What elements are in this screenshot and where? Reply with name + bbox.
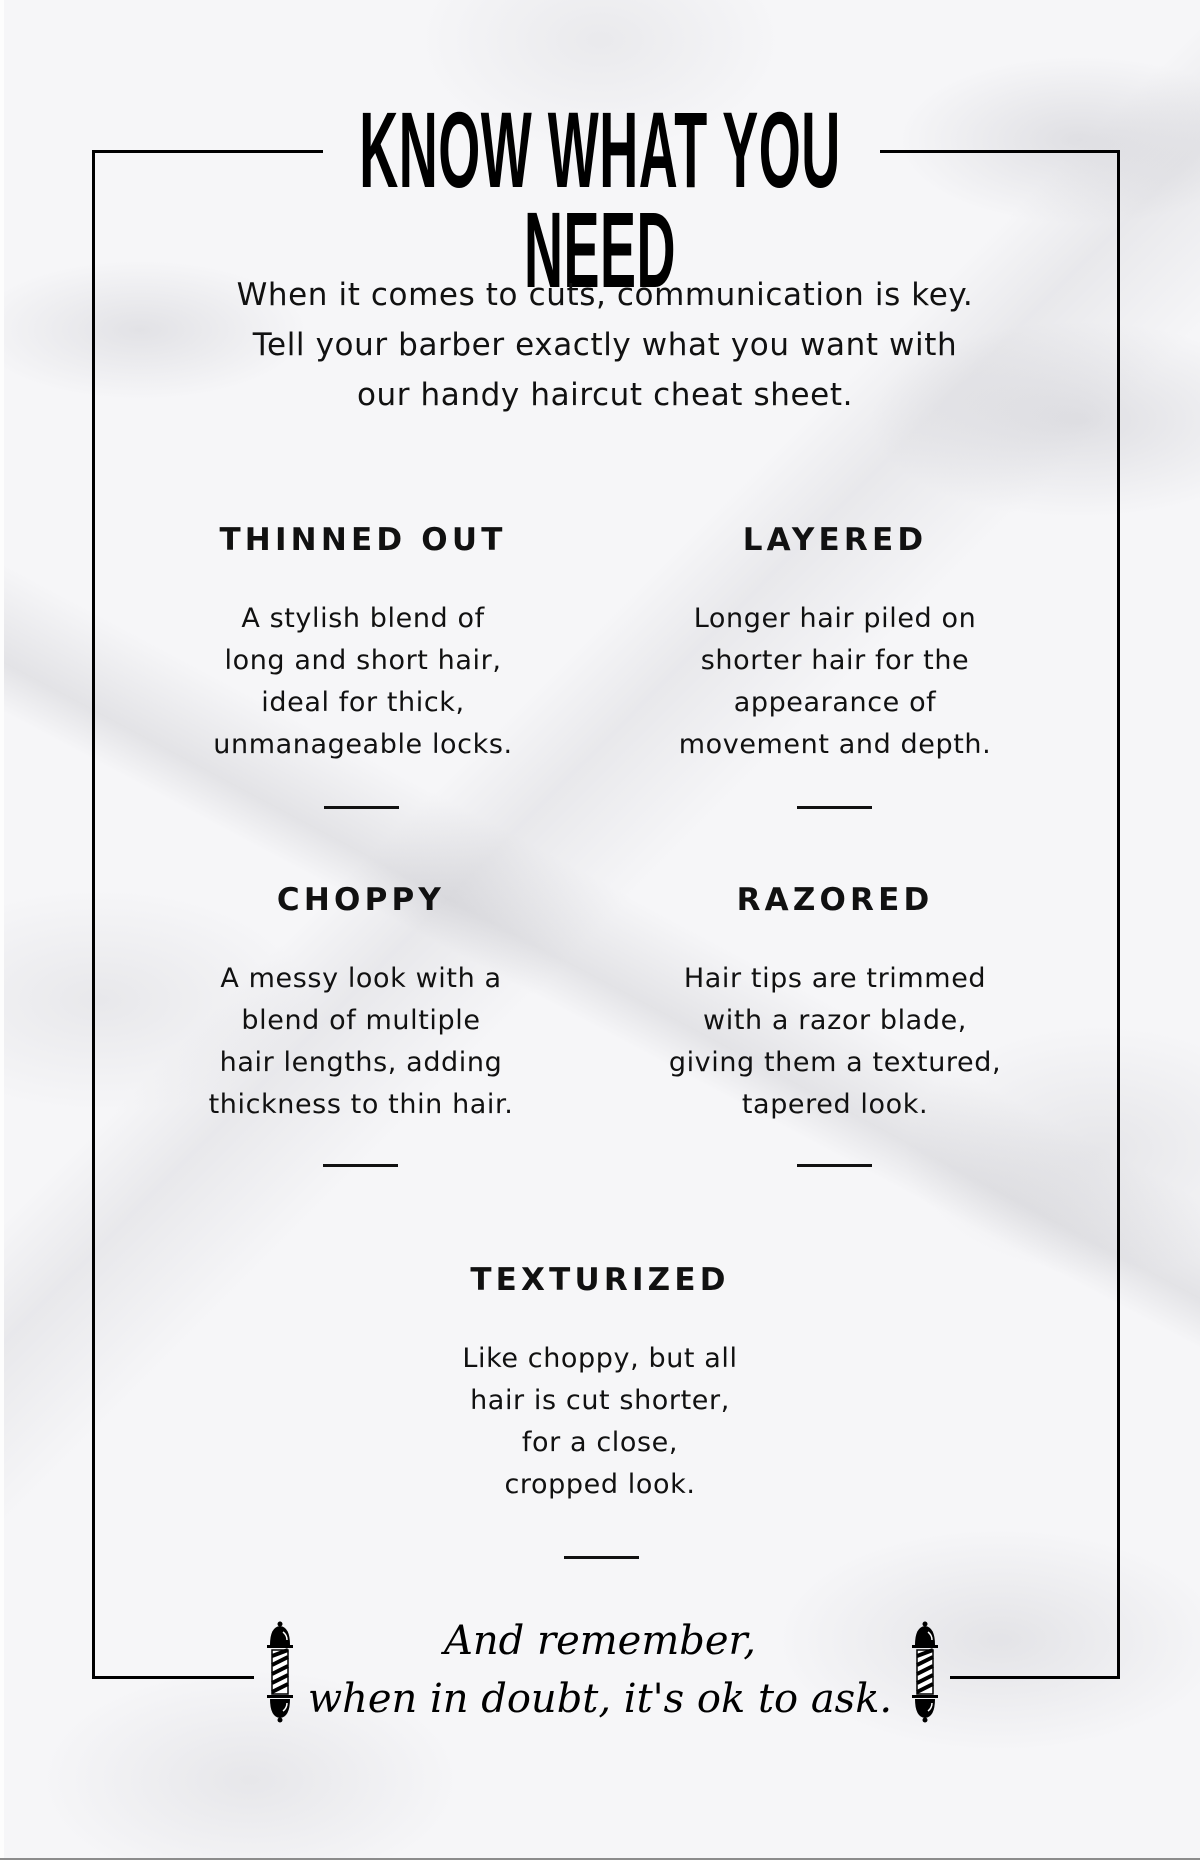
description-line: shorter hair for the	[700, 645, 970, 676]
closing-line: when in doubt, it's ok to ask.	[307, 1676, 893, 1722]
description-line: cropped look.	[504, 1469, 696, 1500]
intro-paragraph	[150, 270, 1060, 420]
page-title-text: KNOW WHAT YOU NEED	[359, 89, 841, 310]
section-description	[380, 1338, 820, 1506]
section-razored	[615, 880, 1055, 1126]
section-heading: LAYERED	[742, 522, 928, 558]
description-line: thickness to thin hair.	[208, 1089, 514, 1120]
section-description	[143, 598, 583, 766]
section-choppy	[141, 880, 581, 1126]
description-line: long and short hair,	[224, 645, 502, 676]
section-description	[615, 598, 1055, 766]
section-layered	[615, 520, 1055, 766]
section-description	[615, 958, 1055, 1126]
description-line: ideal for thick,	[261, 687, 465, 718]
description-line: appearance of	[733, 687, 937, 718]
description-line: Longer hair piled on	[693, 603, 977, 634]
description-line: A messy look with a	[220, 963, 502, 994]
barber-pole-icon	[265, 1621, 295, 1723]
section-divider	[564, 1556, 639, 1559]
description-line: with a razor blade,	[703, 1005, 967, 1036]
description-line: Hair tips are trimmed	[683, 963, 987, 994]
description-line: movement and depth.	[678, 729, 992, 760]
description-line: Like choppy, but all	[462, 1343, 738, 1374]
description-line: for a close,	[521, 1427, 679, 1458]
left-edge-strip	[0, 0, 4, 1860]
description-line: hair is cut shorter,	[470, 1385, 730, 1416]
description-line: giving them a textured,	[668, 1047, 1002, 1078]
section-texturized	[380, 1260, 820, 1506]
section-divider	[324, 806, 399, 809]
section-heading: CHOPPY	[276, 882, 446, 918]
closing-line: And remember,	[443, 1618, 756, 1664]
section-heading: RAZORED	[736, 882, 934, 918]
frame-bottom-right-line	[950, 1676, 1120, 1679]
intro-line: Tell your barber exactly what you want with	[252, 327, 958, 363]
barber-pole-icon	[910, 1621, 940, 1723]
section-heading: TEXTURIZED	[470, 1262, 730, 1298]
section-thinned-out	[143, 520, 583, 766]
description-line: A stylish blend of	[241, 603, 485, 634]
frame-right-line	[1117, 150, 1120, 1679]
section-divider	[797, 806, 872, 809]
description-line: unmanageable locks.	[213, 729, 513, 760]
section-description	[141, 958, 581, 1126]
closing-message	[300, 1612, 900, 1728]
description-line: blend of multiple	[241, 1005, 481, 1036]
intro-line: our handy haircut cheat sheet.	[356, 377, 854, 413]
description-line: hair lengths, adding	[219, 1047, 503, 1078]
description-line: tapered look.	[741, 1089, 929, 1120]
frame-left-line	[92, 150, 95, 1679]
intro-line: When it comes to cuts, communication is key.	[236, 277, 974, 313]
section-heading: THINNED OUT	[219, 522, 507, 558]
frame-bottom-left-line	[92, 1676, 254, 1679]
section-divider	[797, 1164, 872, 1167]
section-divider	[323, 1164, 398, 1167]
